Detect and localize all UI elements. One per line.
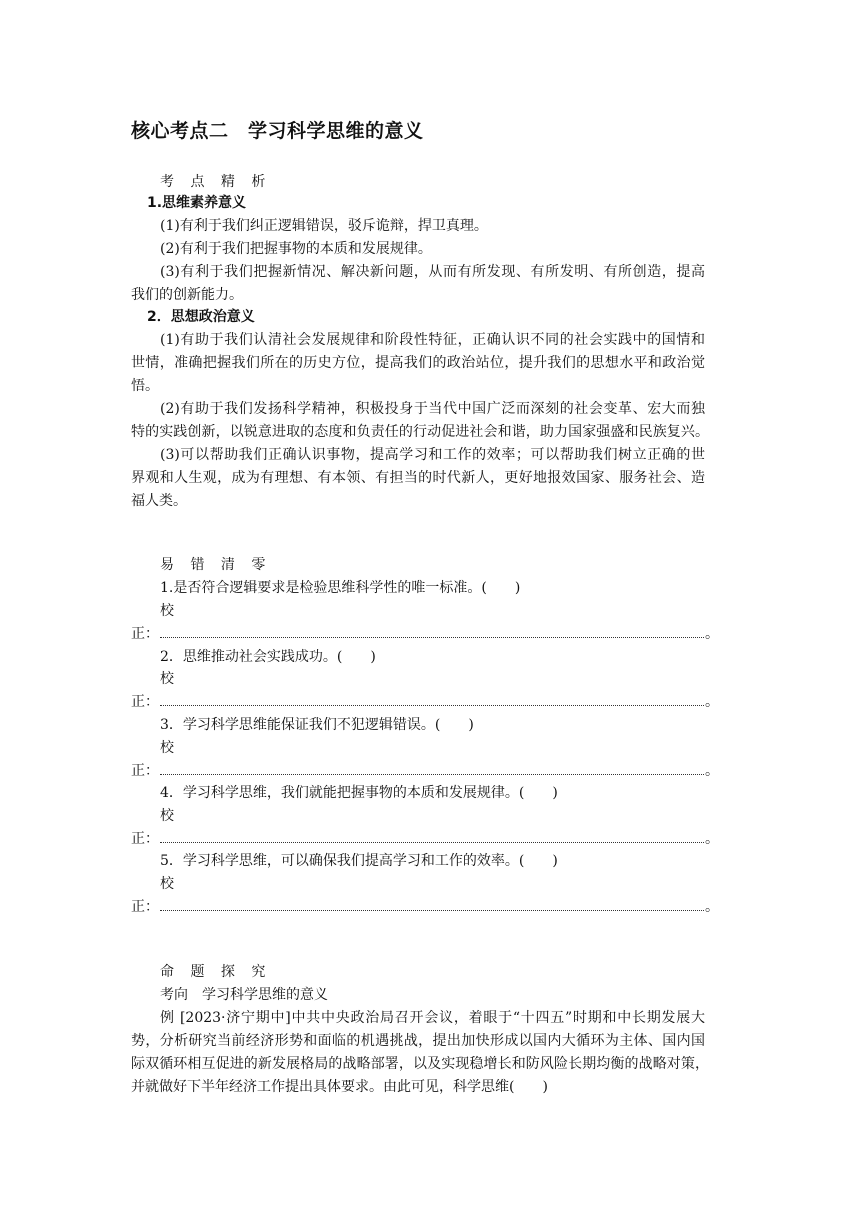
correction-label-jiao: 校	[160, 876, 174, 892]
page-title: 核心考点二 学习科学思维的意义	[131, 120, 424, 142]
correction-end-mark: 。	[705, 899, 719, 915]
example-line-4: 并就做好下半年经济工作提出具体要求。由此可见，科学思维( )	[131, 1079, 548, 1095]
correction-label-jiao: 校	[160, 808, 174, 824]
correction-label-jiao: 校	[160, 603, 174, 619]
correction-label-zheng: 正：	[131, 694, 159, 710]
correction-label-jiao: 校	[160, 740, 174, 756]
point-2-2-line-2: 特的实践创新，以锐意进取的态度和负责任的行动促进社会和谐，助力国家强盛和民族复兴。	[131, 424, 709, 440]
point-1-3-line-1: (3)有利于我们把握新情况、解决新问题，从而有所发现、有所发明、有所创造，提高	[160, 264, 705, 280]
point-2-3-line-1: (3)可以帮助我们正确认识事物，提高学习和工作的效率；可以帮助我们树立正确的世	[160, 447, 705, 463]
correction-end-mark: 。	[705, 694, 719, 710]
kaoxiang-label: 考向 学习科学思维的意义	[160, 987, 328, 1003]
correction-label-zheng: 正：	[131, 763, 159, 779]
point-2-3-line-3: 福人类。	[131, 493, 187, 509]
correction-blank-5[interactable]	[160, 910, 704, 911]
correction-blank-4[interactable]	[160, 842, 704, 843]
section-heading-kaodian: 考 点 精 析	[160, 174, 272, 190]
point-2-2-line-1: (2)有助于我们发扬科学精神，积极投身于当代中国广泛而深刻的社会变革、宏大而独	[160, 401, 705, 417]
example-line-3: 际双循环相互促进的新发展格局的战略部署，以及实现稳增长和防风险长期均衡的战略对策，	[131, 1056, 709, 1072]
correction-end-mark: 。	[705, 763, 719, 779]
point-1-3-line-2: 我们的创新能力。	[131, 287, 243, 303]
point-1-1: (1)有利于我们纠正逻辑错误，驳斥诡辩，捍卫真理。	[160, 218, 488, 234]
correction-blank-2[interactable]	[160, 705, 704, 706]
correction-label-zheng: 正：	[131, 899, 159, 915]
correction-end-mark: 。	[705, 626, 719, 642]
error-item-2: 2．思维推动社会实践成功。( )	[160, 649, 376, 665]
correction-blank-1[interactable]	[160, 637, 704, 638]
section-heading-yicuo: 易 错 清 零	[160, 557, 272, 573]
correction-label-zheng: 正：	[131, 626, 159, 642]
subsection-title-2: 2．思想政治意义	[147, 309, 255, 325]
correction-end-mark: 。	[705, 831, 719, 847]
point-2-1-line-1: (1)有助于我们认清社会发展规律和阶段性特征，正确认识不同的社会实践中的国情和	[160, 332, 705, 348]
example-line-2: 势，分析研究当前经济形势和面临的机遇挑战，提出加快形成以国内大循环为主体、国内国	[131, 1033, 705, 1049]
correction-blank-3[interactable]	[160, 774, 704, 775]
error-item-5: 5．学习科学思维，可以确保我们提高学习和工作的效率。( )	[160, 853, 558, 869]
point-1-2: (2)有利于我们把握事物的本质和发展规律。	[160, 241, 432, 257]
correction-label-zheng: 正：	[131, 831, 159, 847]
point-2-3-line-2: 界观和人生观，成为有理想、有本领、有担当的时代新人，更好地报效国家、服务社会、造	[131, 470, 705, 486]
error-item-1: 1.是否符合逻辑要求是检验思维科学性的唯一标准。( )	[160, 580, 521, 596]
subsection-title-1: 1.思维素养意义	[147, 195, 247, 211]
point-2-1-line-2: 世情，准确把握我们所在的历史方位，提高我们的政治站位，提升我们的思想水平和政治觉	[131, 355, 705, 371]
section-heading-mingti: 命 题 探 究	[160, 964, 272, 980]
example-line-1: 例 [2023·济宁期中]中共中央政治局召开会议，着眼于“十四五”时期和中长期发展大	[160, 1010, 705, 1026]
point-2-1-line-3: 悟。	[131, 378, 159, 394]
correction-label-jiao: 校	[160, 671, 174, 687]
error-item-3: 3．学习科学思维能保证我们不犯逻辑错误。( )	[160, 717, 474, 733]
error-item-4: 4．学习科学思维，我们就能把握事物的本质和发展规律。( )	[160, 785, 558, 801]
